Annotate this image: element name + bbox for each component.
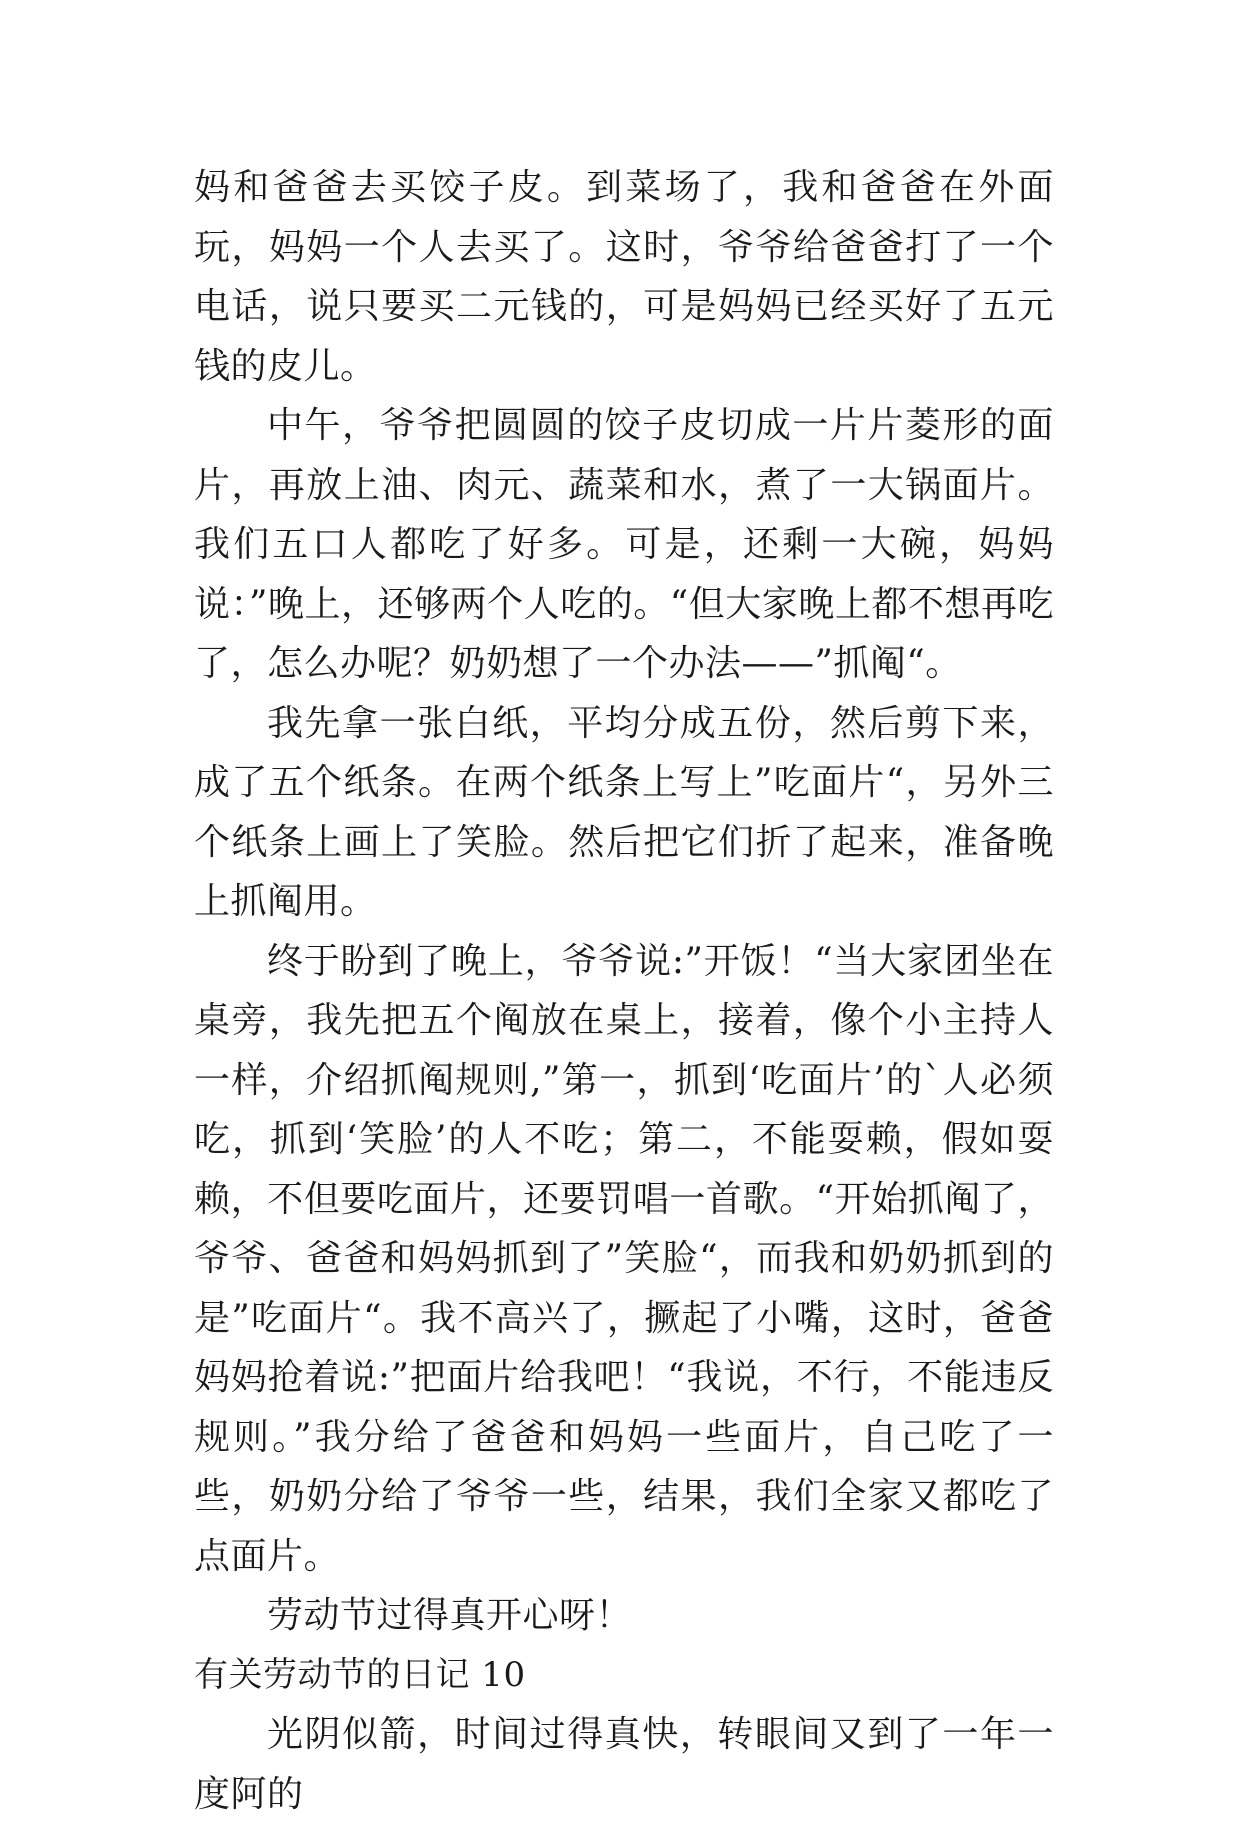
paragraph-next-entry: 光阴似箭，时间过得真快，转眼间又到了一年一度阿的	[194, 1714, 1054, 1815]
paragraph-dinner-draw: 终于盼到了晚上，爷爷说:”开饭！“当大家团坐在桌旁，我先把五个阄放在桌上，接着，像个小主持人一样，介绍抓阄规则,”第一，抓到‘吃面片’的`人必须吃，抓到‘笑脸’的人不吃；第二，不能耍赖，假如耍赖，不但要吃面片，还要罚唱一首歌。“开始抓阄了，爷爷、爸爸和妈妈抓到了”笑脸“，而我和奶奶抓到的是”吃面片“。我不高兴了，撅起了小嘴，这时，爸爸妈妈抢着说:”把面片给我吧！“我说，不行，不能违反规则。”我分给了爸爸和妈妈一些面片，自己吃了一些，奶奶分给了爷爷一些，结果，我们全家又都吃了点面片。	[194, 940, 1054, 1577]
section-heading: 有关劳动节的日记 10	[194, 1654, 526, 1695]
article-body	[194, 158, 1054, 1824]
paragraph-paper-slips: 我先拿一张白纸，平均分成五份，然后剪下来，成了五个纸条。在两个纸条上写上”吃面片“，另外三个纸条上画上了笑脸。然后把它们折了起来，准备晚上抓阄用。	[194, 702, 1054, 922]
paragraph-continuation: 妈和爸爸去买饺子皮。到菜场了，我和爸爸在外面玩，妈妈一个人去买了。这时，爷爷给爸爸打了一个电话，说只要买二元钱的，可是妈妈已经买好了五元钱的皮儿。	[194, 167, 1054, 387]
paragraph-conclusion: 劳动节过得真开心呀！	[267, 1595, 633, 1636]
paragraph-lunch: 中午，爷爷把圆圆的饺子皮切成一片片菱形的面片，再放上油、肉元、蔬菜和水，煮了一大锅面片。我们五口人都吃了好多。可是，还剩一大碗，妈妈说：”晚上，还够两个人吃的。“但大家晚上都不想再吃了，怎么办呢？奶奶想了一个办法——”抓阄“。	[194, 405, 1054, 684]
